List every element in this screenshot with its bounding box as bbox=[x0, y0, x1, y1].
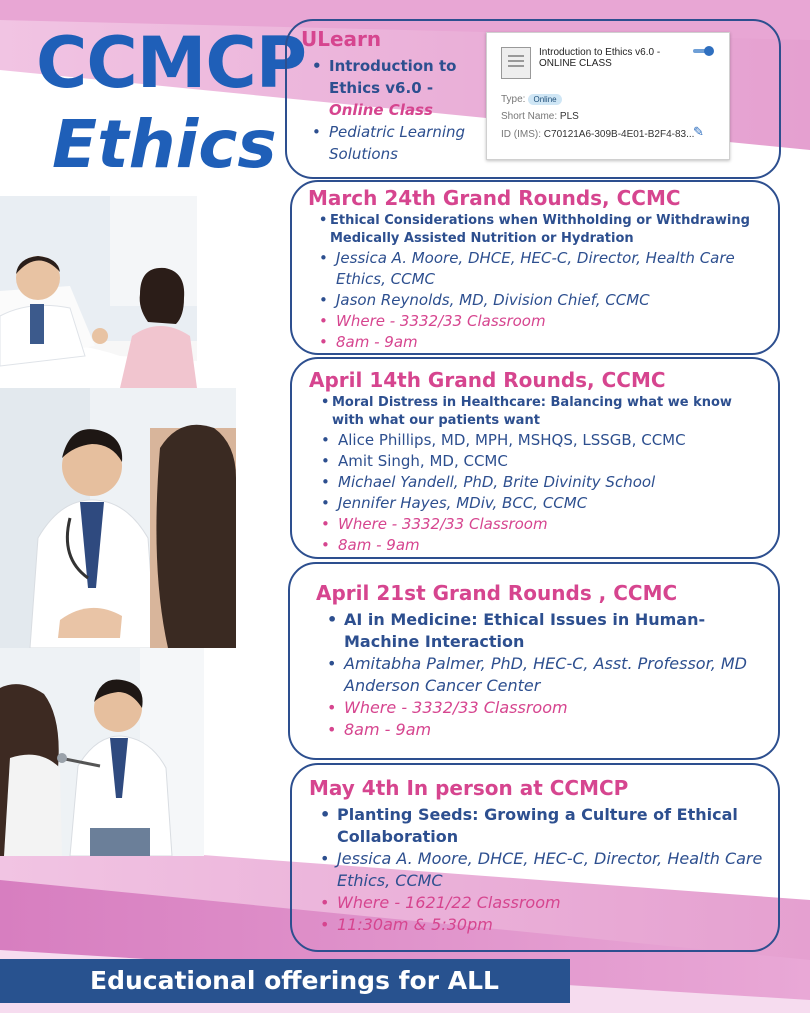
session-may-4 bbox=[290, 763, 780, 952]
session-speaker: • Michael Yandell, PhD, Brite Divinity School bbox=[314, 472, 764, 493]
session-march-24 bbox=[290, 180, 780, 355]
session-time: • 8am - 9am bbox=[320, 719, 760, 741]
toggle-switch-icon bbox=[693, 49, 711, 53]
session-location: • Where - 3332/33 Classroom bbox=[320, 697, 760, 719]
session-speaker: • Jessica A. Moore, DHCE, HEC-C, Director, Health Care Ethics, CCMC bbox=[313, 848, 763, 892]
photo-doctor-talking bbox=[0, 388, 236, 648]
course-card-type-row: Type: Online bbox=[501, 94, 562, 105]
session-speaker: • Jessica A. Moore, DHCE, HEC-C, Director, Health Care Ethics, CCMC bbox=[312, 248, 752, 290]
session-heading: April 21st Grand Rounds , CCMC bbox=[316, 581, 678, 605]
session-location: • Where - 3332/33 Classroom bbox=[314, 514, 764, 535]
session-speaker: • Jason Reynolds, MD, Division Chief, CCMC bbox=[312, 290, 752, 311]
course-format: Online Class bbox=[329, 101, 433, 119]
course-card-short-row: Short Name: PLS bbox=[501, 111, 579, 122]
session-time: • 8am - 9am bbox=[314, 535, 764, 556]
session-time: • 11:30am & 5:30pm bbox=[313, 914, 763, 936]
course-title: Introduction to Ethics v6.0 - bbox=[329, 57, 457, 97]
session-time: • 8am - 9am bbox=[312, 332, 752, 353]
ulearn-provider-item: • Pediatric Learning Solutions bbox=[305, 121, 485, 165]
session-speaker: • Jennifer Hayes, MDiv, BCC, CCMC bbox=[314, 493, 764, 514]
session-april-21 bbox=[288, 562, 780, 760]
session-topic: • Ethical Considerations when Withholding or Withdrawing Medically Assisted Nutrition or Hydration bbox=[312, 212, 752, 248]
photo-doctor-stethoscope bbox=[0, 648, 204, 856]
type-badge: Online bbox=[528, 94, 561, 105]
session-heading: April 14th Grand Rounds, CCMC bbox=[309, 368, 666, 392]
page-title: CCMCP bbox=[36, 22, 307, 104]
pencil-edit-icon: ✎ bbox=[693, 124, 704, 139]
photo-doctor-child-bed bbox=[0, 196, 197, 388]
session-heading: May 4th In person at CCMCP bbox=[309, 776, 629, 800]
session-location: • Where - 1621/22 Classroom bbox=[313, 892, 763, 914]
session-speaker: • Alice Phillips, MD, MPH, MSHQS, LSSGB, CCMC bbox=[314, 430, 764, 451]
document-icon bbox=[501, 47, 531, 79]
ulearn-course-item bbox=[305, 55, 485, 121]
course-card-title: Introduction to Ethics v6.0 - ONLINE CLASS bbox=[539, 47, 661, 69]
session-topic: • Moral Distress in Healthcare: Balancing what we know with what our patients want bbox=[314, 394, 764, 430]
course-card-screenshot bbox=[486, 32, 730, 160]
session-speaker: • Amitabha Palmer, PhD, HEC-C, Asst. Professor, MD Anderson Cancer Center bbox=[320, 653, 760, 697]
session-topic: • AI in Medicine: Ethical Issues in Human-Machine Interaction bbox=[320, 609, 760, 653]
session-april-14 bbox=[290, 357, 780, 559]
ulearn-heading: ULearn bbox=[301, 27, 382, 51]
session-speaker: • Amit Singh, MD, CCMC bbox=[314, 451, 764, 472]
session-topic: • Planting Seeds: Growing a Culture of Ethical Collaboration bbox=[313, 804, 763, 848]
page-subtitle: Ethics bbox=[52, 106, 277, 183]
session-location: • Where - 3332/33 Classroom bbox=[312, 311, 752, 332]
session-heading: March 24th Grand Rounds, CCMC bbox=[308, 186, 681, 210]
course-card-id-row: ID (IMS): C70121A6-309B-4E01-B2F4-83... bbox=[501, 129, 695, 140]
footer-banner: Educational offerings for ALL bbox=[0, 959, 570, 1003]
